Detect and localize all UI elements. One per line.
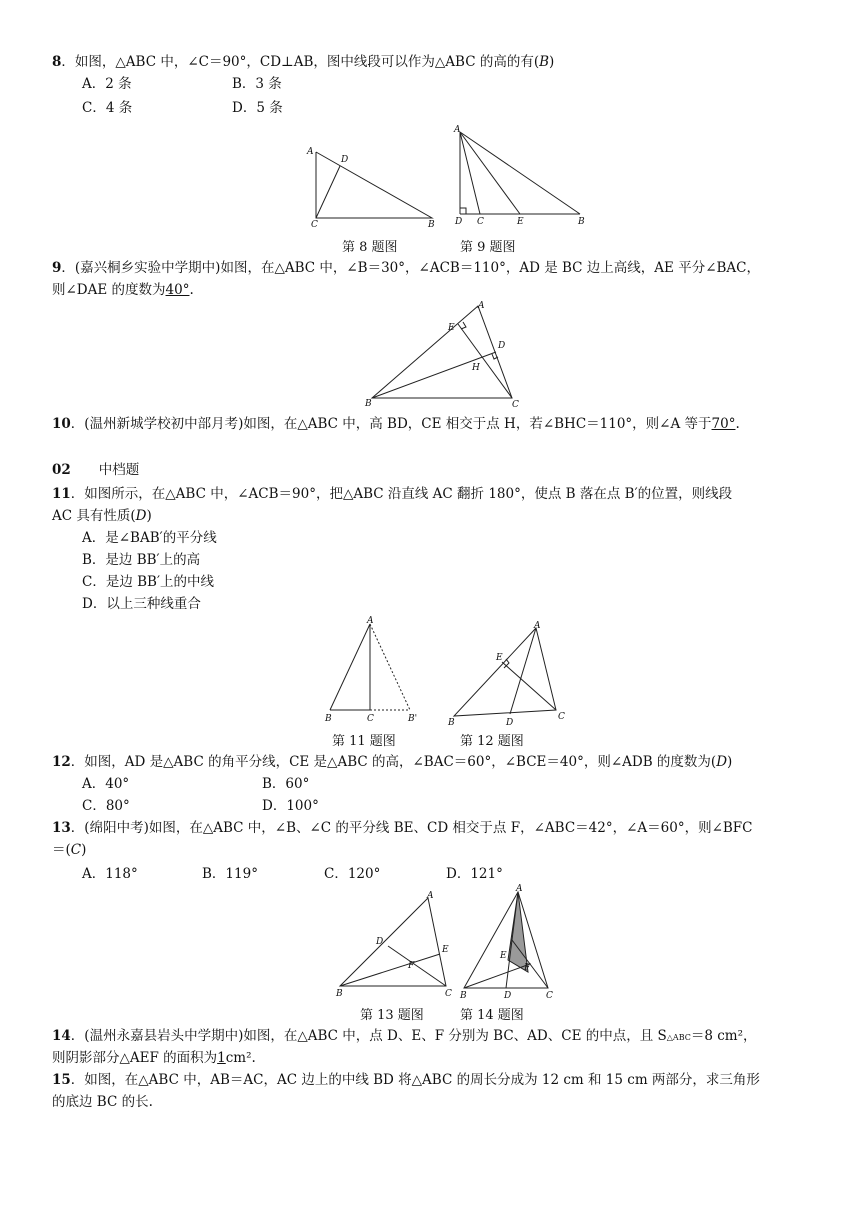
q12-option-b: B．60°	[262, 776, 310, 792]
f13-label-b: B	[336, 989, 343, 999]
caption-fig11: 第 11 题图	[332, 734, 396, 749]
figure-10	[362, 300, 528, 410]
q13-option-a: A．118°	[82, 866, 138, 882]
q8-option-a: A．2 条	[82, 76, 132, 92]
q15-text: ．如图，在△ABC 中，AB＝AC，AC 边上的中线 BD 将△ABC 的周长分成为 12 cm 和 15 cm 两部分，求三角形	[70, 1072, 760, 1088]
q11-option-d: D．以上三种线重合	[82, 596, 201, 612]
f10-label-d: D	[498, 341, 506, 351]
f9-label-e: E	[517, 217, 524, 227]
caption-fig12: 第 12 题图	[460, 734, 524, 749]
f14-label-f: F	[524, 963, 531, 973]
q11-answer: D	[135, 508, 147, 524]
q15-line1	[52, 1070, 760, 1090]
f11-label-a: A	[367, 616, 374, 626]
q11-line2-end: )	[146, 508, 152, 524]
f10-label-e: E	[448, 323, 455, 333]
caption-fig14: 第 14 题图	[460, 1008, 524, 1023]
f12-label-a: A	[534, 621, 541, 631]
q15-line2: 的底边 BC 的长.	[52, 1094, 153, 1110]
q13-line2	[52, 840, 86, 860]
q13-text: ．(绵阳中考)如图，在△ABC 中，∠B、∠C 的平分线 BE、CD 相交于点 F，∠ABC＝42°，∠A＝60°，则∠BFC	[70, 820, 753, 836]
q9-line2-end: .	[189, 282, 194, 298]
f13-label-c: C	[445, 989, 452, 999]
q13-option-d: D．121°	[446, 866, 503, 882]
q14-line1	[52, 1026, 757, 1048]
f10-label-b: B	[365, 399, 372, 409]
q8-text: ．如图，△ABC 中，∠C＝90°，CD⊥AB，图中线段可以作为△ABC 的高的有(	[61, 54, 540, 70]
q11-number: 11	[52, 486, 71, 502]
f9-label-a: A	[454, 125, 461, 135]
f8-label-b: B	[428, 220, 435, 228]
q15-number: 15	[52, 1072, 71, 1088]
q9-line1	[52, 258, 760, 278]
f8-label-c: C	[311, 220, 318, 228]
section-number: 02	[52, 462, 71, 478]
caption-fig13: 第 13 题图	[360, 1008, 424, 1023]
f11-label-b: B	[325, 714, 332, 724]
q10-end: .	[735, 416, 740, 432]
f12-label-d: D	[506, 718, 514, 726]
q14-line2-end: cm².	[225, 1050, 256, 1066]
f13-label-e: E	[442, 945, 449, 955]
q8-answer: B	[539, 54, 550, 70]
figure-8	[302, 142, 442, 228]
q12-option-a: A．40°	[82, 776, 130, 792]
q13-line2-end: )	[81, 842, 87, 858]
q14-line2	[52, 1048, 256, 1068]
caption-fig9: 第 9 题图	[460, 240, 516, 255]
figure-11	[320, 614, 432, 724]
f14-label-e: E	[500, 951, 507, 961]
q14-answer: 1	[217, 1050, 226, 1066]
q12-option-c: C．80°	[82, 798, 130, 814]
q8-option-c: C．4 条	[82, 100, 133, 116]
q14-subscript: △ABC	[666, 1033, 691, 1042]
q12-close: )	[727, 754, 733, 770]
q10-text: ．(温州新城学校初中部月考)如图，在△ABC 中，高 BD，CE 相交于点 H，若∠BHC＝110°，则∠A 等于	[70, 416, 712, 432]
f9-label-d: D	[455, 217, 463, 227]
q11-option-b: B．是边 BB′上的高	[82, 552, 201, 568]
f14-label-b: B	[460, 991, 467, 1000]
f10-label-c: C	[512, 400, 519, 410]
q12-answer: D	[716, 754, 728, 770]
f12-label-b: B	[448, 718, 455, 726]
q9-text: ．(嘉兴桐乡实验中学期中)如图，在△ABC 中，∠B＝30°，∠ACB＝110°，AD 是 BC 边上高线，AE 平分∠BAC，	[61, 260, 761, 276]
f10-label-a: A	[478, 301, 485, 311]
f9-label-b: B	[578, 217, 585, 227]
q8-option-b: B．3 条	[232, 76, 282, 92]
q11-option-c: C．是边 BB′上的中线	[82, 574, 215, 590]
q14-line2-text: 则阴影部分△AEF 的面积为	[52, 1050, 218, 1066]
q11-text: ．如图所示，在△ABC 中，∠ACB＝90°，把△ABC 沿直线 AC 翻折 180°，使点 B 落在点 B′的位置，则线段	[70, 486, 733, 502]
q13-line1	[52, 818, 753, 838]
q11-option-a: A．是∠BAB′的平分线	[82, 530, 217, 546]
figure-9	[448, 124, 594, 230]
section-title: 中档题	[98, 462, 140, 478]
q11-line2	[52, 506, 152, 526]
f13-label-d: D	[376, 937, 384, 947]
q13-number: 13	[52, 820, 71, 836]
f10-label-h: H	[472, 363, 480, 373]
q10-stem	[52, 414, 740, 434]
q10-number: 10	[52, 416, 71, 432]
q9-number: 9	[52, 260, 62, 276]
q13-line2-text: ＝(	[52, 842, 71, 858]
f9-label-c: C	[477, 217, 484, 227]
q12-stem	[52, 752, 732, 772]
f11-label-c: C	[367, 714, 374, 724]
caption-fig8: 第 8 题图	[342, 240, 398, 255]
section-heading	[52, 460, 139, 480]
f12-label-c: C	[558, 712, 565, 722]
figure-13	[332, 888, 456, 1000]
f8-label-d: D	[341, 155, 349, 165]
figure-14	[456, 884, 562, 1000]
q12-number: 12	[52, 754, 71, 770]
q8-option-d: D．5 条	[232, 100, 283, 116]
q12-text: ．如图，AD 是△ABC 的角平分线，CE 是△ABC 的高，∠BAC＝60°，∠BCE＝40°，则∠ADB 的度数为(	[70, 754, 717, 770]
f14-label-d: D	[504, 991, 512, 1000]
f14-label-c: C	[546, 991, 553, 1000]
q14-line1-end: ＝8 cm²，	[690, 1028, 757, 1044]
q14-text: ．(温州永嘉县岩头中学期中)如图，在△ABC 中，点 D、E、F 分别为 BC、AD、CE 的中点，且 S	[70, 1028, 667, 1044]
q8-number: 8	[52, 54, 62, 70]
q11-line2-text: AC 具有性质(	[52, 508, 136, 524]
q13-option-c: C．120°	[324, 866, 381, 882]
q9-line2-text: 则∠DAE 的度数为	[52, 282, 166, 298]
f12-label-e: E	[496, 653, 503, 663]
q10-answer: 70°	[711, 416, 736, 432]
q9-answer: 40°	[165, 282, 190, 298]
f11-label-bprime: B'	[408, 714, 418, 724]
f13-label-f: F	[408, 961, 415, 971]
q12-option-d: D．100°	[262, 798, 319, 814]
q14-number: 14	[52, 1028, 71, 1044]
f13-label-a: A	[427, 891, 434, 901]
f14-label-a: A	[516, 884, 523, 894]
q9-line2	[52, 280, 194, 300]
f8-label-a: A	[307, 147, 314, 157]
q8-stem	[52, 52, 554, 72]
q13-option-b: B．119°	[202, 866, 258, 882]
q11-line1	[52, 484, 732, 504]
q13-answer: C	[70, 842, 82, 858]
q8-close: )	[549, 54, 555, 70]
figure-12	[444, 618, 574, 726]
